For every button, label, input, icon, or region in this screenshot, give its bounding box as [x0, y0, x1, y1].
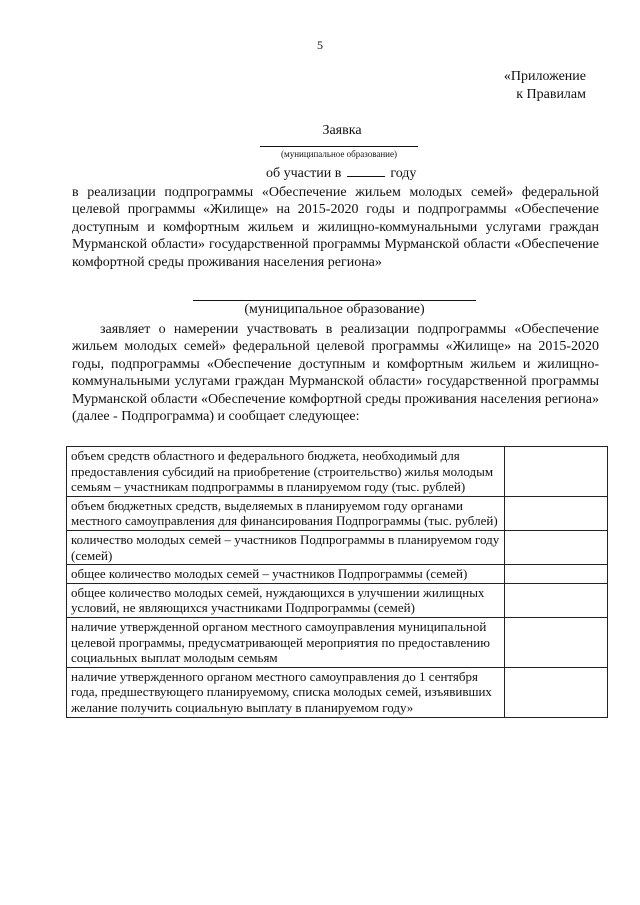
participation-line	[266, 164, 416, 182]
page-number: 5	[317, 38, 323, 52]
table-row-label: общее количество молодых семей – участников Подпрограммы (семей)	[67, 565, 505, 584]
table-row-label: количество молодых семей – участников Подпрограммы в планируемом году (семей)	[67, 530, 505, 564]
table-row-value	[505, 583, 608, 617]
table-row	[67, 496, 608, 530]
appendix-header	[504, 68, 586, 104]
table-row	[67, 583, 608, 617]
municipality-caption: (муниципальное образование)	[244, 302, 425, 317]
municipality-underline	[193, 300, 476, 301]
participation-suffix: году	[390, 166, 417, 181]
appendix-line-1: «Приложение	[503, 69, 586, 84]
table-row-value	[505, 617, 608, 667]
table-row	[67, 447, 608, 497]
table-row	[67, 617, 608, 667]
table-row-value	[505, 447, 608, 497]
table-row-label: общее количество молодых семей, нуждающихся в улучшении жилищных условий, не являющихся участниками Подпрограммы (семей)	[67, 583, 505, 617]
appendix-line-2: к Правилам	[516, 87, 586, 102]
table-row-label: наличие утвержденного органом местного самоуправления до 1 сентября года, предшествующего планируемому, списка молодых семей, изъявивших желание получить социальную выплату в планируемом году»	[67, 667, 505, 717]
table-row-label: объем средств областного и федерального бюджета, необходимый для предоставления субсидий на приобретение (строительство) жилья молодым семьям – участникам подпрограммы в планируемом году (тыс. рублей)	[67, 447, 505, 497]
application-info-table	[66, 446, 608, 718]
table-row	[67, 530, 608, 564]
table-row	[67, 565, 608, 584]
table-row	[67, 667, 608, 717]
year-blank	[347, 164, 385, 177]
table-row-value	[505, 496, 608, 530]
document-title: Заявка	[322, 123, 362, 138]
participation-prefix: об участии в	[266, 166, 342, 181]
intro-paragraph: в реализации подпрограммы «Обеспечение жильем молодых семей» федеральной целевой программы «Жилище» на 2015-2020 годы и подпрограммы «Обеспечение доступным и комфортным жильем и жилищно-коммунальными услугами граждан Мурманской области» государственной программы Мурманской области «Обеспечение комфортной среды проживания населения региона»	[72, 185, 599, 270]
table-row-value	[505, 667, 608, 717]
table-row-value	[505, 530, 608, 564]
table-row-value	[505, 565, 608, 584]
table-row-label: наличие утвержденной органом местного самоуправления муниципальной целевой программы, предусматривающей мероприятия по предоставлению социальных выплат молодым семьям	[67, 617, 505, 667]
statement-paragraph: заявляет о намерении участвовать в реализации подпрограммы «Обеспечение жильем молодых семей» федеральной целевой программы «Жилище» на 2015-2020 годы, подпрограммы «Обеспечение доступным и комфортным жильем и жилищно-коммунальными услугами граждан Мурманской области» государственной программы Мурманской области «Обеспечение комфортной среды проживания населения региона» (далее - Подпрограмма) и сообщает следующее:	[72, 322, 599, 425]
municipality-field-small: (муниципальное образование)	[260, 146, 418, 160]
table-row-label: объем бюджетных средств, выделяемых в планируемом году органами местного самоуправления для финансирования Подпрограммы (тыс. рублей)	[67, 496, 505, 530]
